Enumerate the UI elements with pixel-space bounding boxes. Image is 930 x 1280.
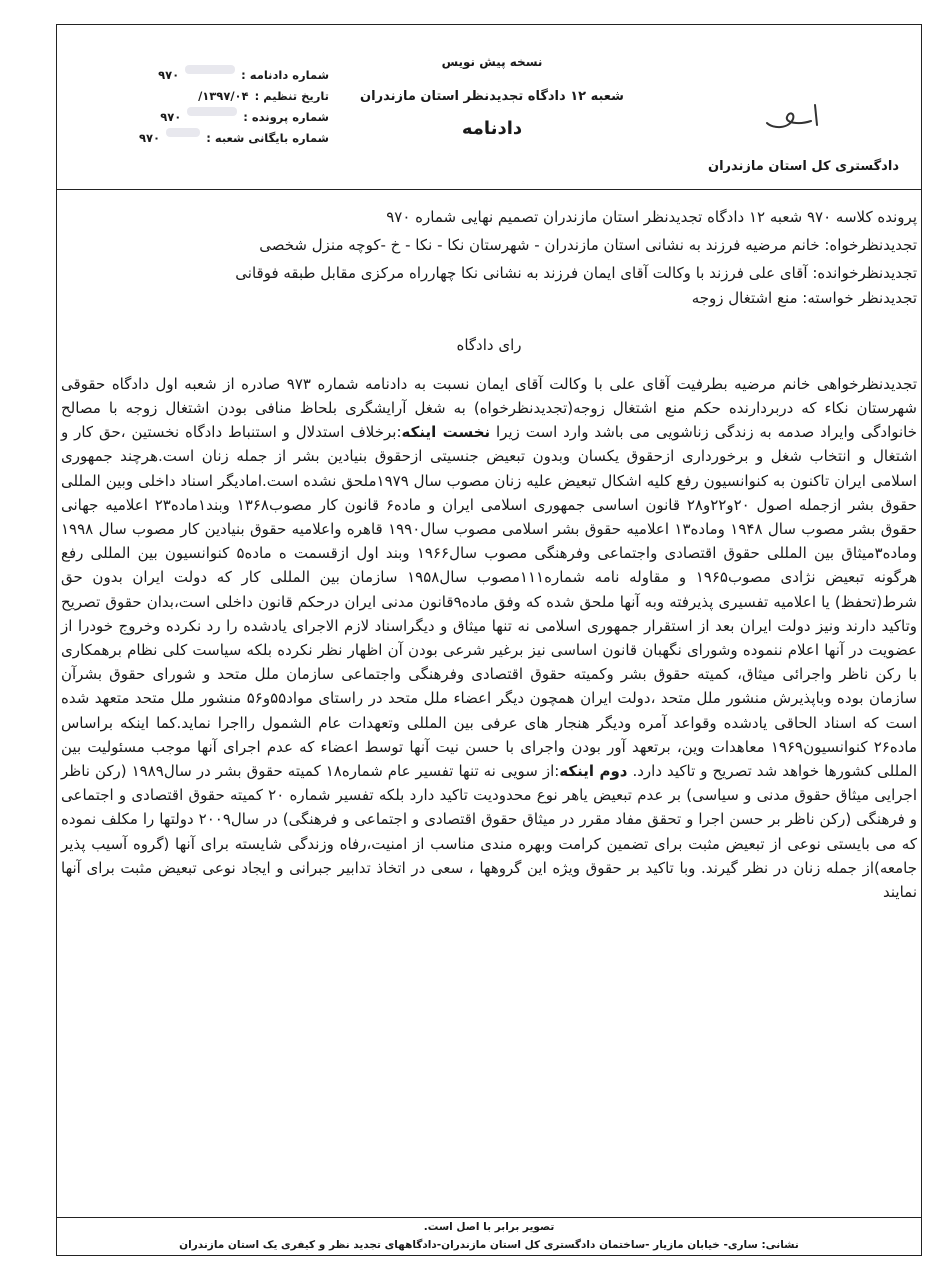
document-title: دادنامه	[461, 118, 523, 139]
verdict-text: تجدیدنظرخواهی خانم مرضیه بطرفیت آقای علی با وکالت آقای ایمان نسبت به دادنامه شماره ۹۷۳ صادره از شعبه اول دادگاه حقوقی شهرستان نکاء که دربردارنده حکم منع اشتغال زوجه(تجدیدنظرخواه) به شغل آرایشگری بلحاظ منافی بودن اشتغال زوجه با مصالح خانوادگی وایراد صدمه به زندگی زناشویی می باشد وارد است زیرا نخست اینکه:برخلاف استدلال و استنباط دادگاه نخستین ،حق کار و اشتغال و انتخاب شغل و برخورداری ازحقوق یکسان وبدون تبعیض جنسیتی ازحقوق بنیادین بشر از جمله زنان است.هرچند جمهوری اسلامی ایران تاکنون به کنوانسیون رفع کلیه اشکال تبعیض علیه زنان مصوب سال ۱۹۷۹ملحق نشده است.امادیگر اسناد داخلی وبین المللی حقوق بشر ازجمله اصول ۲۰و۲۲و۲۸ قانون اساسی جمهوری اسلامی ایران و ماده۶ قانون کار مصوب۱۳۶۸ وبند۱ماده۲۳ اعلامیه جهانی حقوق بشر مصوب سال ۱۹۴۸ وماده۱۳ اعلامیه حقوق بشر اسلامی مصوب سال۱۹۹۰ قاهره واعلامیه حقوق بنیادین کار مصوب سال ۱۹۹۸ وماده۳میثاق بین المللی حقوق اقتصادی واجتماعی وفرهنگی مصوب سال۱۹۶۶ وبند اول ازقسمت ه ماده۵ کنوانسیون بین المللی رفع هرگونه تبعیض نژادی مصوب۱۹۶۵ و مقاوله نامه شماره۱۱۱مصوب سال۱۹۵۸ سازمان بین المللی کار که دولت ایران بدون حق شرط(تحفظ) یا اعلامیه تفسیری پذیرفته وبه آنها ملحق شده که وفق ماده۹قانون مدنی ایران درحکم قانون داخلی است،بدان حقوق تصریح وتاکید دارند ونیز دولت ایران بعد از استقرار جمهوری اسلامی نه تنها میثاق و دیگراسناد لازم الاجرای یادشده را رد نکرده وخروج خودرا از عضویت در آنها اعلام ننموده وشورای نگهبان قانون اساسی نیز برغیر شرعی بودن آن اظهار نظر نکرده بلکه سیاست کلی نظام برهمکاری با رکن ناظر واجرائی میثاق، کمیته حقوق بشر وکمیته حقوق اقتصادی وفرهنگی واجتماعی سازمان ملل متحد و شورای حقوق بشرآن سازمان بوده وباپذیرش منشور ملل متحد ،دولت ایران همچون دیگر اعضاء ملل متحد در راستای مواد۵۵و۵۶ منشور ملل متحد متعهد شده است که اسناد الحاقی یادشده وقواعد آمره ودیگر هنجار های عرفی بین المللی وتعهدات عام الشمول رااجرا نماید.کما اینکه براساس ماده۲۶ کنوانسیون۱۹۶۹ معاهدات وین، برتعهد آور بودن واجرای با حسن نیت آنها توسط اعضاء که عدم اجرای آنها موجب مسئولیت بین المللی کشورها خواهد شد تصریح و تاکید دارد. دوم اینکه:از سویی نه تنها تفسیر عام شماره۱۸ کمیته حقوق بشر در سال۱۹۸۹ (رکن ناظر اجرایی میثاق حقوق مدنی و سیاسی) بر عدم تبعیض یاهر نوع محدودیت تاکید دارد بلکه تفسیر شماره ۲۰ کمیته حقوق اقتصادی و اجتماعی و فرهنگی (رکن ناظر بر حسن اجرا و تحقق مفاد مقرر در میثاق حقوق اقتصادی و اجتماعی و فرهنگی) در سال۲۰۰۹ دولتها را مکلف نموده که می بایستی نوعی از تبعیض مثبت برای تضمین کرامت وبهره مندی مناسب از امنیت،رفاه وزندگی شایسته برای آنها (گروه آسیب پذیر جامعه)از جمله زنان در نظر گیرند. وبا تاکید بر حقوق ویژه این گروهها ، سعی در اتخاذ تدابیر جبرانی و ایجاد نوعی تبعیض مثبت برای آنها نمایند	[61, 374, 918, 902]
court-address: نشانی: ساری- خیابان مازیار -ساختمان دادگستری کل استان مازندران-دادگاههای تجدید نظر و کیفری یک استان مازندران	[179, 1239, 799, 1251]
meta-case-number: شماره پرونده : ۹۷۰	[139, 107, 329, 128]
first-point-label: نخست اینکه	[401, 423, 491, 442]
appellant-line: تجدیدنظرخواه: خانم مرضیه فرزند به نشانی استان مازندران - شهرستان نکا - نکا - خ -کوچه منزل شخصی	[259, 236, 917, 255]
appeal-subject-line: تجدیدنظر خواسته: منع اشتغال زوجه	[691, 288, 917, 307]
second-point-label: دوم اینکه	[559, 762, 628, 781]
appellee-line: تجدیدنظرخوانده: آقای علی فرزند با وکالت آقای ایمان فرزند به نشانی نکا چهارراه مرکزی مقابل طبقه فوقانی	[235, 264, 917, 283]
document-body	[61, 205, 917, 904]
case-meta	[139, 65, 329, 149]
certified-copy-note: تصویر برابر با اصل است.	[423, 1221, 555, 1233]
document-frame	[56, 24, 922, 1256]
draft-label: نسخه پیش نویس	[441, 55, 543, 69]
verdict-heading: رای دادگاه	[456, 335, 522, 354]
case-file-line: پرونده کلاسه ۹۷۰ شعبه ۱۲ دادگاه تجدیدنظر استان مازندران تصمیم نهایی شماره ۹۷۰	[386, 208, 917, 226]
meta-archive-number: شماره بایگانی شعبه : ۹۷۰	[139, 128, 329, 149]
court-name: دادگستری کل استان مازندران	[707, 159, 899, 174]
document-header	[57, 25, 921, 190]
document-footer	[57, 1217, 921, 1258]
meta-date: تاریخ تنظیم : ۱۳۹۷/۰۴/	[198, 89, 329, 103]
branch-name: شعبه ۱۲ دادگاه تجدیدنظر استان مازندران	[360, 89, 624, 104]
meta-ruling-number: شماره دادنامه : ۹۷۰	[139, 65, 329, 86]
handwritten-mark-icon	[759, 95, 829, 135]
header-center	[327, 55, 657, 139]
